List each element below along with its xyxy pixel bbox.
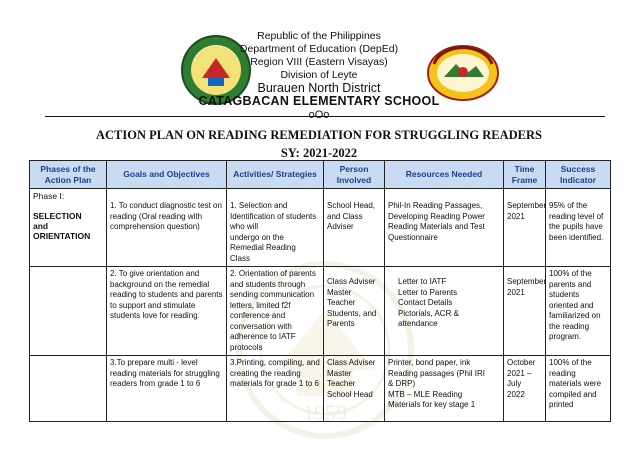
activity-cell: 3.Printing, compiling, and creating the reading materials for grade 1 to 6 (227, 356, 324, 422)
indicator-cell: 95% of the reading level of the pupils have been identified. (546, 189, 611, 267)
phase-name: SELECTION and ORIENTATION (33, 210, 91, 241)
resources-cell: Phil-In Reading Passages, Developing Reading Power Reading Materials and Test Questionnaire (385, 189, 504, 267)
column-header: Person Involved (324, 161, 385, 189)
goal-cell: 2. To give orientation and background on the remedial reading to students and parents to support and stimulate students love for reading. (107, 267, 227, 356)
phase-label: Phase I: (33, 191, 65, 201)
time-cell: October 2021 – July 2022 (504, 356, 546, 422)
resources-cell: Printer, bond paper, ink Reading passages (Phil IRI & DRP) MTB – MLE Reading Materials for key stage 1 (385, 356, 504, 422)
svg-text:1959: 1959 (303, 400, 347, 425)
school-year: SY: 2021-2022 (280, 146, 358, 160)
person-cell: Class Adviser Master Teacher Students, and Parents (324, 267, 385, 356)
ornament-text: oOo (308, 109, 330, 121)
phase-cell (30, 267, 107, 356)
letterhead (0, 30, 638, 122)
phase-cell (30, 356, 107, 422)
indicator-cell: 100% of the parents and students oriented and familiarized on the reading program. (546, 267, 611, 356)
division-line: Division of Leyte (280, 69, 358, 81)
table-header-row (30, 161, 611, 189)
school-name: CATAGBACAN ELEMENTARY SCHOOL (198, 94, 440, 108)
region-line: Region VIII (Eastern Visayas) (250, 56, 388, 68)
document-title: ACTION PLAN ON READING REMEDIATION FOR STRUGGLING READERS (96, 128, 542, 142)
table-row (30, 356, 611, 422)
header-divider (45, 116, 605, 117)
activity-cell: 1. Selection and Identification of students who will undergo on the Remedial Reading Class (227, 189, 324, 267)
activity-cell: 2. Orientation of parents and students through sending communication letters, limited f2f conference and conversation with adherence to IATF protocols (227, 267, 324, 356)
column-header: Phases of the Action Plan (30, 161, 107, 189)
column-header: Activities/ Strategies (227, 161, 324, 189)
column-header: Goals and Objectives (107, 161, 227, 189)
table-row (30, 267, 611, 356)
time-cell: September 2021 (504, 267, 546, 356)
resources-cell: Letter to IATF Letter to Parents Contact Details Pictorials, ACR & attendance (385, 267, 504, 356)
goal-cell: 3.To prepare multi - level reading materials for struggling readers from grade 1 to 6 (107, 356, 227, 422)
column-header: Resources Needed (385, 161, 504, 189)
person-cell: School Head, and Class Adviser (324, 189, 385, 267)
table-row (30, 189, 611, 267)
department-line: Department of Education (DepEd) (239, 43, 399, 55)
person-cell: Class Adviser Master Teacher School Head (324, 356, 385, 422)
phase-cell (30, 189, 107, 267)
goal-cell: 1. To conduct diagnostic test on reading (Oral reading with comprehension question) (107, 189, 227, 267)
indicator-cell: 100% of the reading materials were compiled and printed (546, 356, 611, 422)
time-cell: September 2021 (504, 189, 546, 267)
action-plan-table (29, 160, 611, 422)
district-line: Burauen North District (257, 81, 381, 95)
column-header: Time Frame (504, 161, 546, 189)
republic-line: Republic of the Philippines (257, 30, 381, 42)
column-header: Success Indicator (546, 161, 611, 189)
